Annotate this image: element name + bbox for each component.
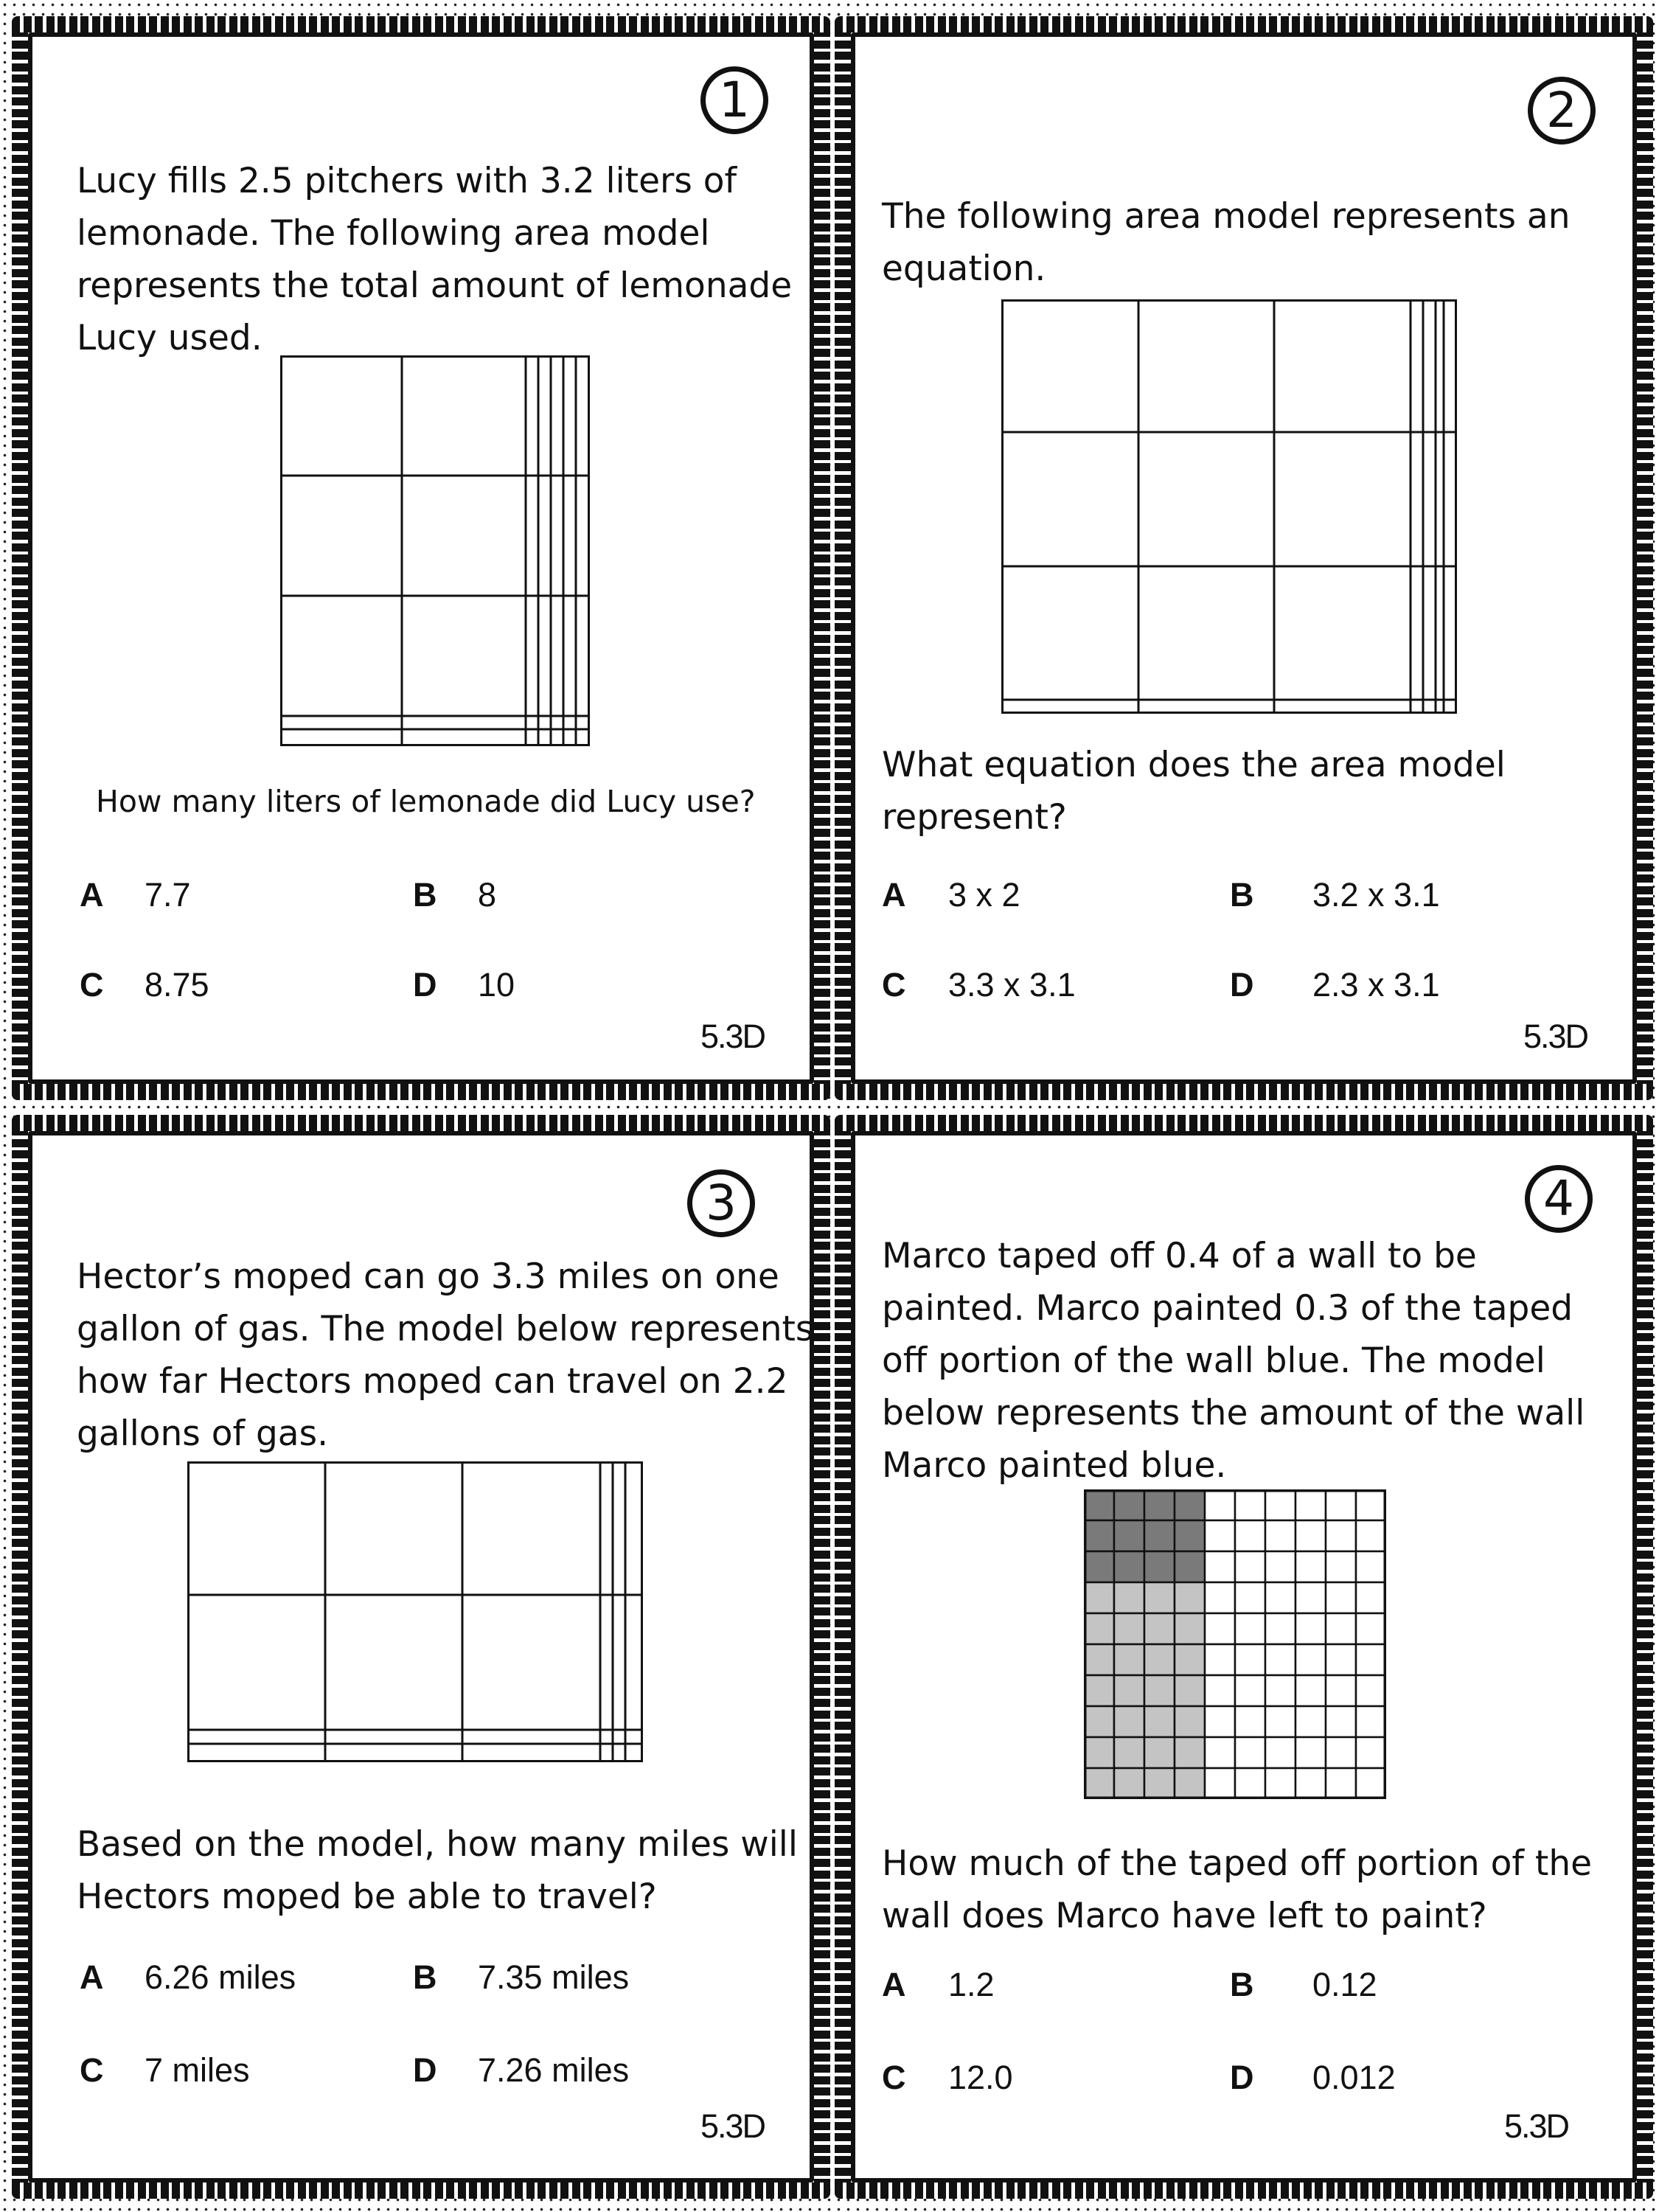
grid-cell bbox=[1326, 1706, 1356, 1737]
option-letter: C bbox=[882, 2059, 906, 2096]
grid-cell bbox=[1265, 1613, 1295, 1644]
prompt-text: What equation does the area model represent? bbox=[882, 745, 1506, 838]
grid-cell bbox=[1265, 1582, 1295, 1613]
option-letter: D bbox=[413, 2051, 437, 2089]
grid-cell-painted bbox=[1175, 1489, 1205, 1520]
question-text: The following area model represents an equation. bbox=[882, 196, 1571, 289]
grid-cell bbox=[1356, 1644, 1386, 1675]
grid-cell bbox=[1295, 1675, 1326, 1706]
option-value: 3 x 2 bbox=[948, 876, 1020, 914]
grid-cell bbox=[1265, 1768, 1295, 1799]
grid-cell-painted bbox=[1114, 1520, 1144, 1551]
grid-cell-taped bbox=[1114, 1768, 1144, 1799]
grid-cell-taped bbox=[1175, 1644, 1205, 1675]
option-c[interactable] bbox=[80, 2051, 250, 2090]
question-text: Hector’s moped can go 3.3 miles on one gallon of gas. The model below represents how far Hectors moped can travel on 2.2 gallons of gas. bbox=[77, 1256, 814, 1454]
grid-cell-taped bbox=[1144, 1644, 1175, 1675]
grid-cell bbox=[1235, 1489, 1265, 1520]
option-b[interactable] bbox=[1230, 1966, 1377, 2004]
option-value: 12.0 bbox=[948, 2059, 1013, 2096]
grid-cell bbox=[1295, 1489, 1326, 1520]
grid-cell bbox=[1326, 1520, 1356, 1551]
option-value: 7.35 miles bbox=[478, 1958, 630, 1996]
grid-cell-taped bbox=[1144, 1768, 1175, 1799]
grid-cell bbox=[1295, 1644, 1326, 1675]
option-c[interactable] bbox=[882, 966, 1076, 1004]
option-d[interactable] bbox=[413, 966, 515, 1004]
grid-cell-painted bbox=[1084, 1551, 1114, 1582]
grid-cell-taped bbox=[1114, 1706, 1144, 1737]
grid-cell bbox=[1205, 1706, 1235, 1737]
grid-cell-painted bbox=[1084, 1520, 1114, 1551]
grid-cell bbox=[1356, 1737, 1386, 1768]
area-model bbox=[1001, 299, 1457, 714]
grid-cell bbox=[1356, 1489, 1386, 1520]
option-letter: D bbox=[1230, 966, 1254, 1004]
card-number: 3 bbox=[687, 1169, 755, 1237]
grid-cell-taped bbox=[1175, 1582, 1205, 1613]
grid-cell bbox=[1295, 1520, 1326, 1551]
task-card-2 bbox=[835, 16, 1653, 1100]
grid-cell bbox=[1205, 1613, 1235, 1644]
grid-cell bbox=[1295, 1768, 1326, 1799]
area-model bbox=[280, 355, 590, 746]
option-value: 2.3 x 3.1 bbox=[1312, 966, 1440, 1004]
grid-cell bbox=[1356, 1551, 1386, 1582]
grid-cell bbox=[1295, 1737, 1326, 1768]
grid-cell bbox=[1326, 1768, 1356, 1799]
option-b[interactable] bbox=[1230, 876, 1440, 914]
card-number: 2 bbox=[1528, 77, 1596, 145]
standard-code: 5.3D bbox=[1523, 1018, 1588, 1055]
option-value: 0.12 bbox=[1312, 1966, 1377, 2003]
grid-cell bbox=[1356, 1675, 1386, 1706]
grid-cell-taped bbox=[1144, 1613, 1175, 1644]
grid-cell bbox=[1295, 1613, 1326, 1644]
grid-cell bbox=[1326, 1644, 1356, 1675]
standard-code: 5.3D bbox=[700, 1018, 765, 1055]
option-c[interactable] bbox=[882, 2059, 1013, 2097]
option-letter: A bbox=[80, 1958, 104, 1996]
grid-cell bbox=[1356, 1768, 1386, 1799]
grid-cell-painted bbox=[1175, 1520, 1205, 1551]
grid-cell bbox=[1295, 1551, 1326, 1582]
option-letter: C bbox=[80, 966, 104, 1004]
option-value: 0.012 bbox=[1312, 2059, 1396, 2096]
option-a[interactable] bbox=[882, 1966, 995, 2004]
area-model bbox=[187, 1461, 643, 1762]
grid-cell bbox=[1235, 1706, 1265, 1737]
option-letter: B bbox=[413, 1958, 437, 1996]
grid-cell-painted bbox=[1144, 1551, 1175, 1582]
option-value: 6.26 miles bbox=[145, 1958, 296, 1996]
grid-cell bbox=[1265, 1520, 1295, 1551]
option-value: 10 bbox=[478, 966, 515, 1004]
grid-cell bbox=[1205, 1768, 1235, 1799]
grid-cell-taped bbox=[1144, 1675, 1175, 1706]
grid-cell bbox=[1356, 1520, 1386, 1551]
grid-cell-taped bbox=[1175, 1706, 1205, 1737]
grid-cell-taped bbox=[1144, 1582, 1175, 1613]
grid-cell-taped bbox=[1114, 1675, 1144, 1706]
grid-cell-taped bbox=[1084, 1613, 1114, 1644]
grid-cell bbox=[1205, 1489, 1235, 1520]
grid-cell-taped bbox=[1114, 1644, 1144, 1675]
option-letter: D bbox=[1230, 2059, 1254, 2096]
grid-cell-taped bbox=[1175, 1613, 1205, 1644]
question-text: Lucy fills 2.5 pitchers with 3.2 liters of lemonade. The following area model represents the total amount of lemonade Lucy used. bbox=[77, 161, 793, 358]
prompt-text: How many liters of lemonade did Lucy use? bbox=[96, 784, 756, 819]
grid-cell bbox=[1265, 1737, 1295, 1768]
standard-code: 5.3D bbox=[700, 2107, 765, 2145]
grid-cell bbox=[1356, 1706, 1386, 1737]
option-d[interactable] bbox=[1230, 2059, 1396, 2097]
grid-cell bbox=[1265, 1551, 1295, 1582]
grid-cell bbox=[1326, 1613, 1356, 1644]
option-value: 3.2 x 3.1 bbox=[1312, 876, 1440, 914]
card-number: 1 bbox=[700, 66, 768, 134]
grid-cell bbox=[1265, 1675, 1295, 1706]
grid-cell bbox=[1235, 1613, 1265, 1644]
option-letter: B bbox=[413, 876, 437, 914]
prompt-text: Based on the model, how many miles will Hectors moped be able to travel? bbox=[77, 1824, 798, 1917]
card-body bbox=[28, 1131, 814, 2183]
grid-cell bbox=[1205, 1520, 1235, 1551]
option-a[interactable] bbox=[80, 1958, 296, 1997]
grid-cell bbox=[1205, 1737, 1235, 1768]
grid-cell-taped bbox=[1084, 1644, 1114, 1675]
card-body bbox=[851, 32, 1637, 1084]
grid-cell bbox=[1265, 1489, 1295, 1520]
grid-cell-taped bbox=[1084, 1675, 1114, 1706]
grid-cell bbox=[1235, 1768, 1265, 1799]
option-value: 8 bbox=[478, 876, 497, 914]
option-value: 7.7 bbox=[145, 876, 191, 914]
grid-cell bbox=[1356, 1582, 1386, 1613]
option-value: 8.75 bbox=[145, 966, 209, 1004]
prompt-text: How much of the taped off portion of the wall does Marco have left to paint? bbox=[882, 1843, 1593, 1936]
task-card-1 bbox=[12, 16, 830, 1100]
grid-cell-painted bbox=[1144, 1489, 1175, 1520]
grid-cell bbox=[1326, 1737, 1356, 1768]
grid-cell-taped bbox=[1114, 1613, 1144, 1644]
grid-cell bbox=[1295, 1582, 1326, 1613]
card-number: 4 bbox=[1525, 1165, 1593, 1233]
grid-cell-taped bbox=[1175, 1768, 1205, 1799]
card-body bbox=[851, 1131, 1637, 2183]
option-letter: D bbox=[413, 966, 437, 1004]
option-letter: C bbox=[80, 2051, 104, 2089]
grid-cell-painted bbox=[1084, 1489, 1114, 1520]
grid-cell-taped bbox=[1144, 1737, 1175, 1768]
card-body bbox=[28, 32, 814, 1084]
option-letter: A bbox=[882, 876, 906, 914]
grid-cell bbox=[1205, 1582, 1235, 1613]
grid-cell bbox=[1235, 1675, 1265, 1706]
option-letter: B bbox=[1230, 876, 1254, 914]
grid-cell bbox=[1356, 1613, 1386, 1644]
option-letter: B bbox=[1230, 1966, 1254, 2003]
option-letter: C bbox=[882, 966, 906, 1004]
option-value: 1.2 bbox=[948, 1966, 995, 2003]
grid-cell bbox=[1205, 1551, 1235, 1582]
standard-code: 5.3D bbox=[1504, 2107, 1569, 2145]
grid-cell bbox=[1235, 1644, 1265, 1675]
grid-cell bbox=[1235, 1551, 1265, 1582]
grid-cell-taped bbox=[1175, 1675, 1205, 1706]
grid-cell-painted bbox=[1114, 1489, 1144, 1520]
grid-cell-taped bbox=[1084, 1706, 1114, 1737]
grid-cell-taped bbox=[1114, 1737, 1144, 1768]
option-value: 7.26 miles bbox=[478, 2051, 630, 2089]
grid-cell-painted bbox=[1144, 1520, 1175, 1551]
option-a[interactable] bbox=[882, 876, 1020, 914]
task-card-3 bbox=[12, 1115, 830, 2199]
grid-cell-taped bbox=[1084, 1768, 1114, 1799]
option-letter: A bbox=[80, 876, 104, 914]
option-c[interactable] bbox=[80, 966, 209, 1004]
grid-cell bbox=[1205, 1644, 1235, 1675]
grid-cell bbox=[1326, 1489, 1356, 1520]
grid-cell bbox=[1265, 1706, 1295, 1737]
grid-cell-taped bbox=[1175, 1737, 1205, 1768]
option-letter: A bbox=[882, 1966, 906, 2003]
question-text: Marco taped off 0.4 of a wall to be painted. Marco painted 0.3 of the taped off portion of the wall blue. The model below represents the amount of the wall Marco painted blue. bbox=[882, 1236, 1585, 1486]
grid-cell bbox=[1205, 1675, 1235, 1706]
grid-cell bbox=[1235, 1582, 1265, 1613]
grid-cell bbox=[1235, 1737, 1265, 1768]
grid-cell bbox=[1326, 1675, 1356, 1706]
grid-cell bbox=[1295, 1706, 1326, 1737]
grid-cell-taped bbox=[1114, 1582, 1144, 1613]
grid-cell-taped bbox=[1144, 1706, 1175, 1737]
option-d[interactable] bbox=[413, 2051, 629, 2090]
option-b[interactable] bbox=[413, 1958, 629, 1997]
grid-cell-taped bbox=[1084, 1582, 1114, 1613]
option-value: 7 miles bbox=[145, 2051, 250, 2089]
grid-cell bbox=[1265, 1644, 1295, 1675]
hundred-grid-model bbox=[1084, 1489, 1386, 1799]
task-card-4 bbox=[835, 1115, 1653, 2199]
grid-cell-taped bbox=[1084, 1737, 1114, 1768]
option-b[interactable] bbox=[413, 876, 496, 914]
grid-cell bbox=[1326, 1582, 1356, 1613]
option-d[interactable] bbox=[1230, 966, 1440, 1004]
grid-cell bbox=[1326, 1551, 1356, 1582]
option-a[interactable] bbox=[80, 876, 191, 914]
grid-cell bbox=[1235, 1520, 1265, 1551]
option-value: 3.3 x 3.1 bbox=[948, 966, 1076, 1004]
grid-cell-painted bbox=[1114, 1551, 1144, 1582]
grid-cell-painted bbox=[1175, 1551, 1205, 1582]
